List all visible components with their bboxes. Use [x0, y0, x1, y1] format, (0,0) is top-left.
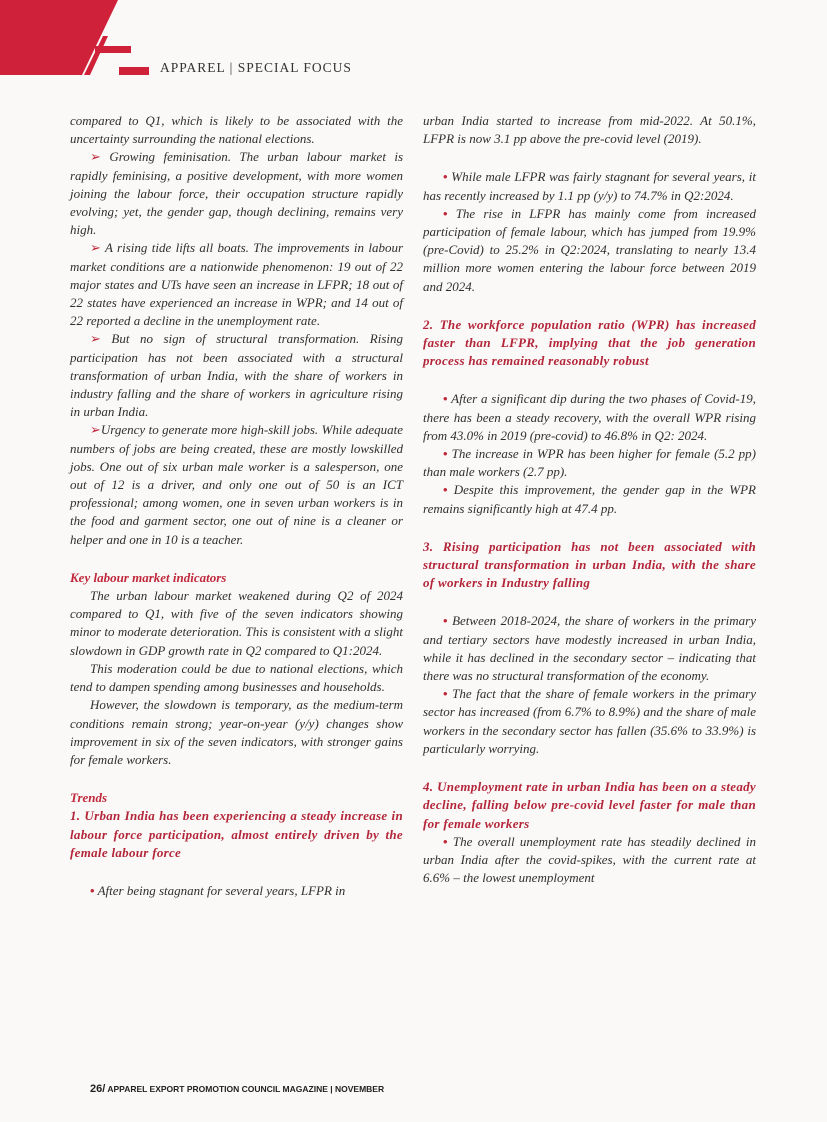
bullet-icon: • [443, 205, 448, 221]
arrow-bullet-icon: ➢ [90, 240, 101, 256]
section-heading-4: 4. Unemployment rate in urban India has been on a steady decline, falling below pre-covid level faster for male than for female workers [423, 779, 756, 831]
bullet-icon: • [443, 482, 448, 498]
right-column [423, 112, 756, 887]
bullet-item: • After being stagnant for several years, LFPR in [90, 882, 346, 898]
paragraph: compared to Q1, which is likely to be associated with the uncertainty surrounding the national elections. [70, 113, 403, 147]
paragraph: This moderation could be due to national elections, which tend to dampen spending among businesses and households. [70, 660, 403, 695]
bullet-item: • After a significant dip during the two phases of Covid-19, there has been a steady recovery, with the overall WPR rising from 43.0% in 2019 (pre-covid) to 46.8% in Q2: 2024. [423, 391, 756, 443]
bullet-icon: • [443, 833, 448, 849]
paragraph: ➢ But no sign of structural transformation. Rising participation has not been associated with a structural transformation of urban India, with the share of workers in industry falling and the share of workers in agriculture rising in urban India. [70, 331, 403, 420]
bullet-item: • The fact that the share of female workers in the primary sector has increased (from 6.7% to 8.9%) and the share of male workers in the secondary sector has fallen (35.6% to 33.9%) is particularly worrying. [423, 686, 757, 756]
magazine-logo [0, 0, 160, 80]
section-header: APPAREL | SPECIAL FOCUS [160, 60, 352, 75]
page-number: 26/ [90, 1083, 106, 1095]
section-heading-2: 2. The workforce population ratio (WPR) has increased faster than LFPR, implying that the job generation process has remained reasonably robust [423, 316, 756, 369]
bullet-icon: • [443, 613, 448, 629]
paragraph: urban India started to increase from mid-2022. At 50.1%, LFPR is now 3.1 pp above the pre-covid level (2019). [423, 113, 756, 147]
left-column [70, 112, 403, 900]
bullet-icon: • [443, 446, 448, 462]
arrow-bullet-icon: ➢ [90, 149, 101, 165]
paragraph: ➢ Growing feminisation. The urban labour market is rapidly feminising, a positive development, with more women joining the labour force, their occupation structure rapidly evolving; yet, the gender gap, though declining, remains very high. [70, 149, 403, 238]
paragraph: ➢ A rising tide lifts all boats. The improvements in labour market conditions are a nationwide phenomenon: 19 out of 22 major states and UTs have seen an increase in LFPR; 18 out of 22 states have experienced an increase in WPR; and 14 out of 22 reported a decline in the unemployment rate. [70, 240, 404, 329]
bullet-item: • While male LFPR was fairly stagnant for several years, it has recently increased by 1.1 pp (y/y) to 74.7% in Q2:2024. [423, 169, 757, 203]
bullet-icon: • [443, 169, 448, 185]
bullet-item: • The overall unemployment rate has steadily declined in urban India after the covid-spikes, with the current rate at 6.6% – the lowest unemployment [423, 833, 756, 886]
bullet-icon: • [90, 882, 95, 898]
arrow-bullet-icon: ➢ [90, 422, 101, 438]
paragraph: ➢Urgency to generate more high-skill jobs. While adequate numbers of jobs are being created, these are mostly lowskilled jobs. One out of six urban male worker is a salesperson, one out of 12 is a driver, and only one out of 50 is an ICT professional; among women, one in seven urban workers is in the food and garment sector, one out of nine is a cleaner or helper and one in 10 is a teacher. [70, 422, 403, 547]
bullet-item: • The rise in LFPR has mainly come from increased participation of female labour, which has jumped from 19.9% (pre-Covid) to 25.2% in Q2:2024, translating to nearly 13.4 million more women entering the labour force between 2019 and 2024. [423, 205, 756, 294]
bullet-icon: • [443, 686, 448, 702]
section-heading-1: 1. Urban India has been experiencing a steady increase in labour force participation, almost entirely driven by the female labour force [70, 808, 403, 860]
subheading-trends: Trends [70, 790, 108, 806]
page-footer [90, 1083, 384, 1095]
paragraph: However, the slowdown is temporary, as the medium-term conditions remain strong; year-on-year (y/y) changes show improvement in six of the seven indicators, with stronger gains for female workers. [70, 697, 403, 767]
section-heading-3: 3. Rising participation has not been associated with structural transformation in urban India, with the share of workers in Industry falling [423, 538, 756, 591]
paragraph: The urban labour market weakened during Q2 of 2024 compared to Q1, with five of the seven indicators showing minor to moderate deterioration. This is consistent with a slight slowdown in GDP growth rate in Q2 compared to Q1:2024. [70, 588, 403, 658]
bullet-item: • Between 2018-2024, the share of workers in the primary and tertiary sectors have modestly increased in urban India, while it has declined in the secondary sector – indicating that there was no structural transformation of the economy. [423, 613, 756, 684]
arrow-bullet-icon: ➢ [90, 331, 101, 347]
bullet-item: • Despite this improvement, the gender gap in the WPR remains significantly high at 47.4 pp. [423, 482, 756, 516]
bullet-icon: • [443, 391, 448, 407]
bullet-item: • The increase in WPR has been higher for female (5.2 pp) than male workers (2.7 pp). [423, 446, 757, 480]
subheading-key-indicators: Key labour market indicators [70, 569, 227, 585]
footer-text: APPAREL EXPORT PROMOTION COUNCIL MAGAZINE | NOVEMBER [105, 1084, 385, 1094]
